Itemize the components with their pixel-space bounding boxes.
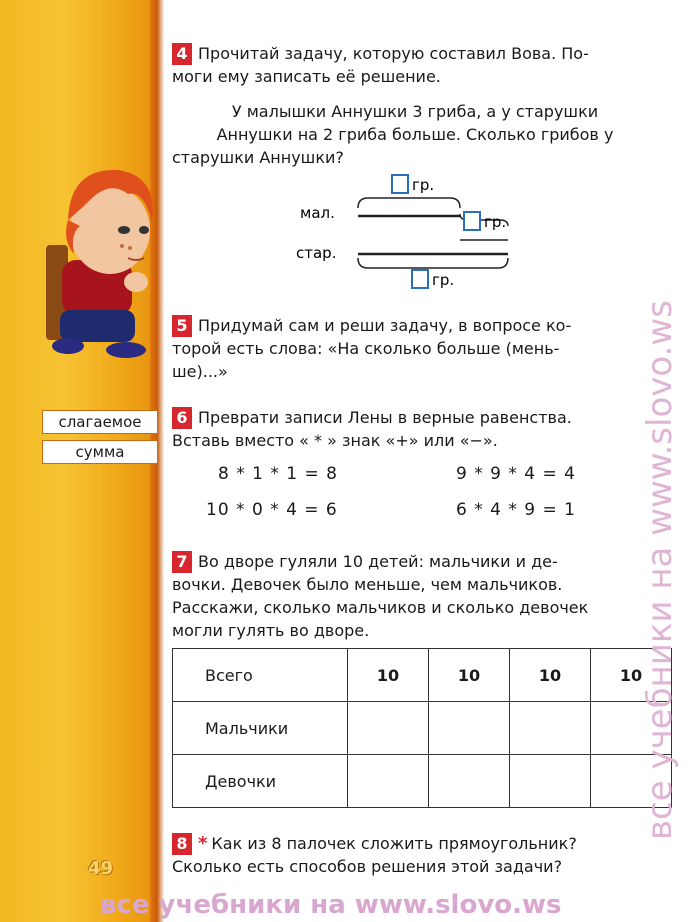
task-8-line2: Сколько есть способов решения этой задачи? bbox=[172, 857, 563, 876]
watermark-vertical: все учебники на www.slovo.ws bbox=[640, 300, 680, 840]
task-5-badge: 5 bbox=[172, 315, 192, 337]
unit-label-1: гр. bbox=[412, 176, 435, 194]
task-4 bbox=[172, 42, 658, 88]
segment-diagram[interactable] bbox=[290, 168, 530, 293]
table-row bbox=[173, 702, 672, 755]
equation[interactable]: 8 * 1 * 1 = 8 bbox=[218, 464, 338, 484]
boy-illustration bbox=[40, 150, 160, 365]
row-header-total: Всего bbox=[173, 649, 348, 702]
task-7-line3: Расскажи, сколько мальчиков и сколько девочек bbox=[172, 598, 589, 617]
watermark-bottom: все учебники на www.slovo.ws bbox=[100, 890, 562, 920]
task-4-badge: 4 bbox=[172, 43, 192, 65]
task-7-line1: Во дворе гуляли 10 детей: мальчики и де- bbox=[198, 552, 558, 571]
task-6-line2: Вставь вместо « * » знак «+» или «−». bbox=[172, 431, 498, 450]
label-small: мал. bbox=[300, 204, 335, 222]
table-cell-empty[interactable] bbox=[348, 702, 429, 755]
task-5-line1: Придумай сам и реши задачу, в вопросе ко- bbox=[198, 316, 572, 335]
children-table bbox=[172, 648, 672, 808]
brace-top bbox=[358, 198, 460, 208]
label-old: стар. bbox=[296, 244, 337, 262]
table-cell-empty[interactable] bbox=[510, 755, 591, 808]
equation[interactable]: 9 * 9 * 4 = 4 bbox=[456, 464, 576, 484]
task-4-line1: Прочитай задачу, которую составил Вова. По- bbox=[198, 44, 589, 63]
table-cell-empty[interactable] bbox=[429, 702, 510, 755]
term-sum: сумма bbox=[42, 440, 158, 464]
row-header-girls: Девочки bbox=[173, 755, 348, 808]
task-8-badge: 8 bbox=[172, 833, 192, 855]
task-4-story-line2: Аннушки на 2 гриба больше. Сколько грибов у bbox=[216, 125, 614, 144]
answer-box-diff[interactable] bbox=[464, 212, 480, 230]
table-cell: 10 bbox=[510, 649, 591, 702]
task-5-line2: торой есть слова: «На сколько больше (мень- bbox=[172, 339, 560, 358]
table-cell: 10 bbox=[591, 649, 672, 702]
table-row bbox=[173, 649, 672, 702]
star-icon: * bbox=[198, 833, 208, 854]
equation[interactable]: 6 * 4 * 9 = 1 bbox=[456, 500, 576, 520]
task-7 bbox=[172, 550, 658, 642]
table-cell: 10 bbox=[429, 649, 510, 702]
task-8-line1: Как из 8 палочек сложить прямоугольник? bbox=[211, 834, 577, 853]
task-7-line2: вочки. Девочек было меньше, чем мальчиков. bbox=[172, 575, 563, 594]
table-row bbox=[173, 755, 672, 808]
unit-label-2: гр. bbox=[484, 213, 507, 231]
task-4-story bbox=[172, 100, 658, 169]
table-cell-empty[interactable] bbox=[348, 755, 429, 808]
term-addend: слагаемое bbox=[42, 410, 158, 434]
task-4-story-line1: У малышки Аннушки 3 гриба, а у старушки bbox=[231, 102, 599, 121]
task-6-badge: 6 bbox=[172, 407, 192, 429]
brace-bottom bbox=[358, 258, 508, 268]
table-cell: 10 bbox=[348, 649, 429, 702]
page-number: 49 bbox=[88, 858, 114, 879]
answer-box-total-small[interactable] bbox=[392, 175, 408, 193]
table-cell-empty[interactable] bbox=[429, 755, 510, 808]
task-6-line1: Преврати записи Лены в верные равенства. bbox=[198, 408, 572, 427]
task-7-line4: могли гулять во дворе. bbox=[172, 621, 370, 640]
task-5-line3: ше)...» bbox=[172, 362, 228, 381]
task-4-line2: моги ему записать её решение. bbox=[172, 67, 441, 86]
unit-label-3: гр. bbox=[432, 271, 455, 289]
task-6 bbox=[172, 406, 658, 452]
task-7-badge: 7 bbox=[172, 551, 192, 573]
task-5 bbox=[172, 314, 658, 383]
table-cell-empty[interactable] bbox=[510, 702, 591, 755]
equation[interactable]: 10 * 0 * 4 = 6 bbox=[206, 500, 338, 520]
task-8 bbox=[172, 832, 658, 878]
row-header-boys: Мальчики bbox=[173, 702, 348, 755]
task-4-story-line3: старушки Аннушки? bbox=[172, 148, 344, 167]
answer-box-total-old[interactable] bbox=[412, 270, 428, 288]
